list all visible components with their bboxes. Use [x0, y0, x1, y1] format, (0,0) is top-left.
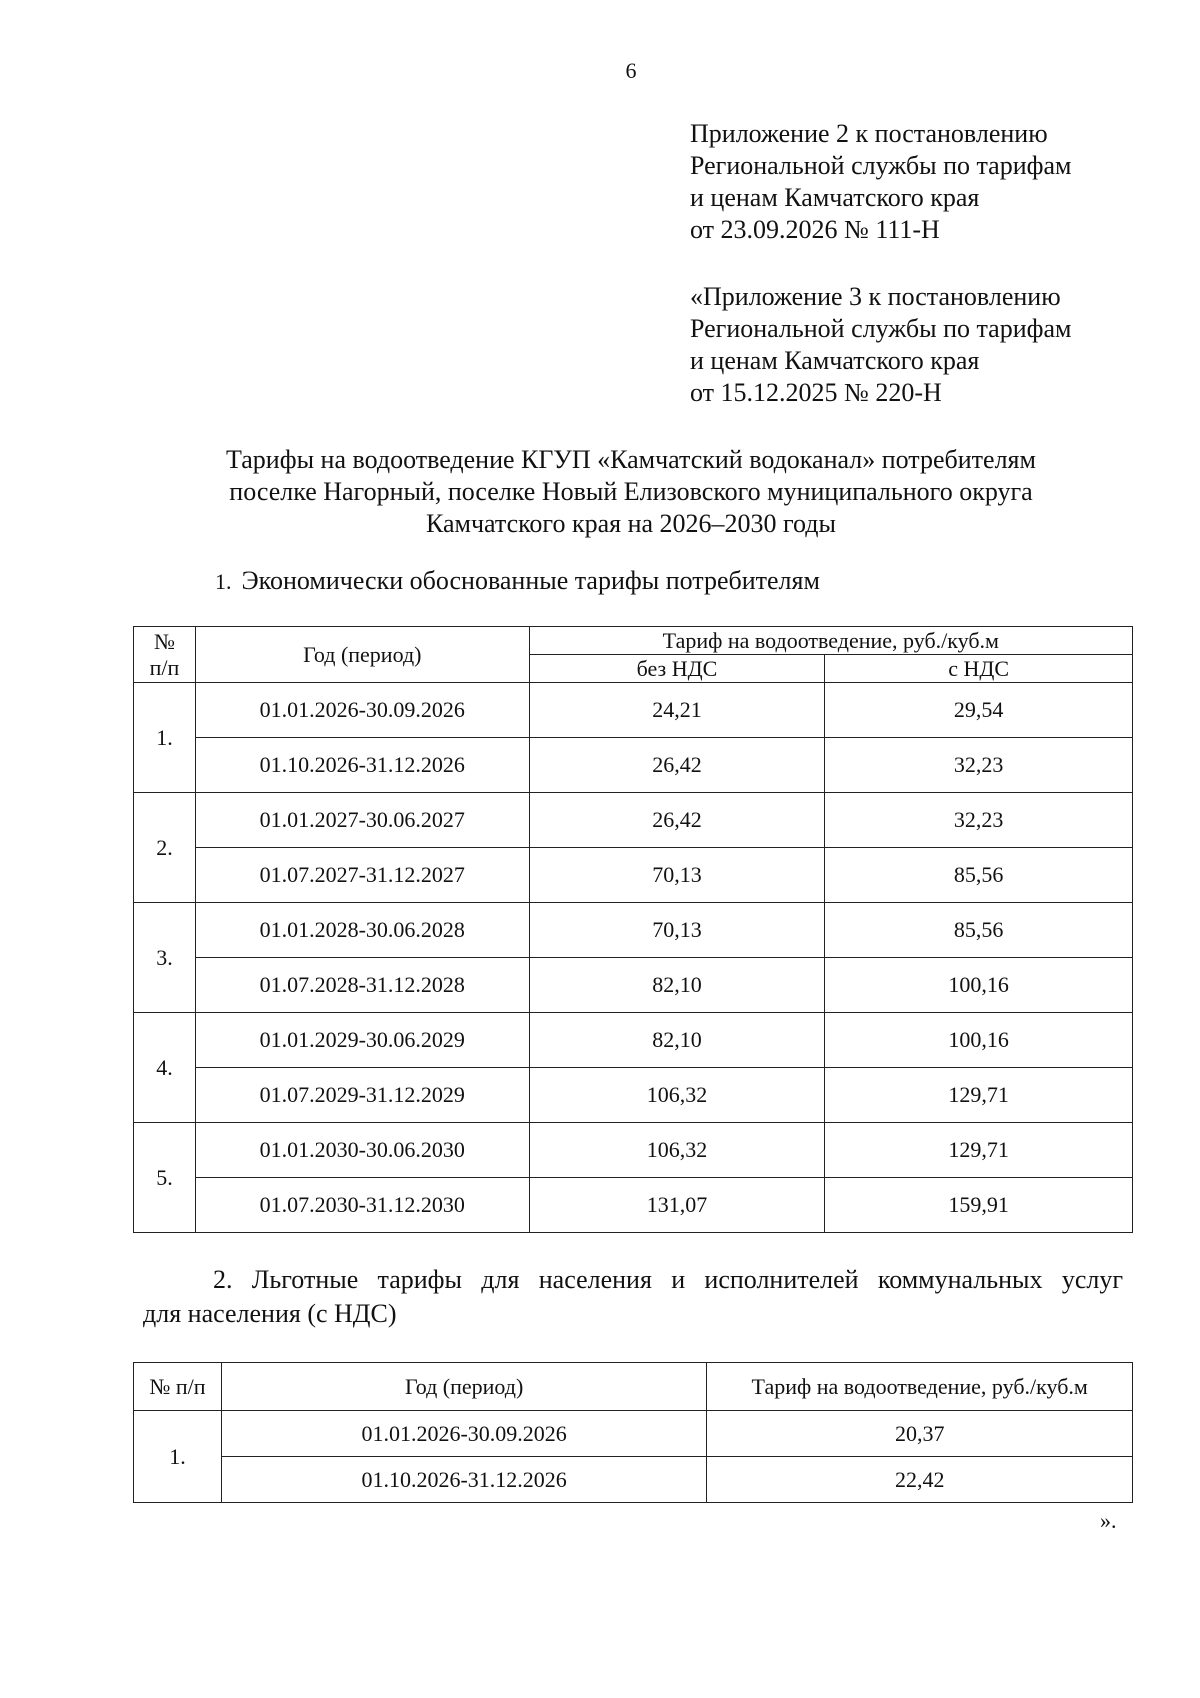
tariff-with-vat-cell: 85,56 — [825, 848, 1133, 903]
period-cell: 01.01.2026-30.09.2026 — [195, 683, 529, 738]
tariff-without-vat-cell: 26,42 — [529, 738, 825, 793]
economic-tariffs-table — [133, 626, 1133, 1233]
preferential-tariffs-table — [133, 1362, 1133, 1503]
header-number-line: № — [153, 628, 175, 654]
tariff-cell: 20,37 — [707, 1411, 1133, 1457]
tariff-without-vat-cell: 70,13 — [529, 903, 825, 958]
header-number-line: п/п — [149, 654, 180, 680]
period-cell: 01.01.2027-30.06.2027 — [195, 793, 529, 848]
header-tariff: Тариф на водоотведение, руб./куб.м — [529, 627, 1132, 655]
period-cell: 01.10.2026-31.12.2026 — [221, 1457, 706, 1503]
row-number: 2. — [134, 793, 196, 903]
table-row — [134, 1068, 1133, 1123]
header-period: Год (период) — [195, 627, 529, 683]
section-1-heading — [215, 566, 820, 596]
tariff-with-vat-cell: 85,56 — [825, 903, 1133, 958]
tariff-without-vat-cell: 82,10 — [529, 1013, 825, 1068]
appendix-reference-previous — [690, 281, 1071, 409]
title-line: Тарифы на водоотведение КГУП «Камчатский водоканал» потребителям — [226, 445, 1036, 474]
table-row — [134, 958, 1133, 1013]
title-line: поселке Нагорный, поселке Новый Елизовского муниципального округа — [229, 477, 1033, 506]
section-number: 1. — [215, 569, 232, 594]
header-number — [134, 627, 196, 683]
tariff-with-vat-cell: 129,71 — [825, 1123, 1133, 1178]
period-cell: 01.01.2028-30.06.2028 — [195, 903, 529, 958]
row-number: 1. — [134, 1411, 222, 1503]
row-number: 4. — [134, 1013, 196, 1123]
page-number: 6 — [625, 58, 637, 83]
period-cell: 01.01.2029-30.06.2029 — [195, 1013, 529, 1068]
appendix-line: и ценам Камчатского края — [690, 183, 980, 212]
tariff-with-vat-cell: 32,23 — [825, 793, 1133, 848]
appendix-line: Региональной службы по тарифам — [690, 151, 1072, 180]
appendix-line: «Приложение 3 к постановлению — [690, 282, 1061, 311]
tariff-without-vat-cell: 82,10 — [529, 958, 825, 1013]
tariff-with-vat-cell: 32,23 — [825, 738, 1133, 793]
tariff-without-vat-cell: 26,42 — [529, 793, 825, 848]
table-row — [134, 738, 1133, 793]
tariff-without-vat-cell: 106,32 — [529, 1123, 825, 1178]
tariff-without-vat-cell: 24,21 — [529, 683, 825, 738]
header-with-vat: с НДС — [825, 655, 1133, 683]
table-row — [134, 848, 1133, 903]
section-title: Экономически обоснованные тарифы потребителям — [241, 566, 820, 595]
tariff-with-vat-cell: 129,71 — [825, 1068, 1133, 1123]
appendix-line: Региональной службы по тарифам — [690, 314, 1072, 343]
tariff-with-vat-cell: 159,91 — [825, 1178, 1133, 1233]
section-2-line: 2. Льготные тарифы для населения и исполнителей коммунальных услуг — [213, 1265, 1123, 1294]
tariff-with-vat-cell: 29,54 — [825, 683, 1133, 738]
title-line: Камчатского края на 2026–2030 годы — [425, 509, 837, 538]
tariff-cell: 22,42 — [707, 1457, 1133, 1503]
period-cell: 01.10.2026-31.12.2026 — [195, 738, 529, 793]
appendix-reference-current — [690, 118, 1071, 246]
document-title — [0, 444, 1200, 540]
tariff-without-vat-cell: 131,07 — [529, 1178, 825, 1233]
table-row — [134, 1013, 1133, 1068]
header-period: Год (период) — [221, 1363, 706, 1411]
row-number: 1. — [134, 683, 196, 793]
header-tariff: Тариф на водоотведение, руб./куб.м — [707, 1363, 1133, 1411]
table-row — [134, 683, 1133, 738]
table-row — [134, 793, 1133, 848]
row-number: 3. — [134, 903, 196, 1013]
period-cell: 01.01.2030-30.06.2030 — [195, 1123, 529, 1178]
table-row — [134, 1178, 1133, 1233]
header-without-vat: без НДС — [529, 655, 825, 683]
period-cell: 01.07.2028-31.12.2028 — [195, 958, 529, 1013]
period-cell: 01.07.2029-31.12.2029 — [195, 1068, 529, 1123]
period-cell: 01.07.2030-31.12.2030 — [195, 1178, 529, 1233]
tariff-without-vat-cell: 70,13 — [529, 848, 825, 903]
section-2-heading — [143, 1263, 1123, 1331]
tariff-with-vat-cell: 100,16 — [825, 958, 1133, 1013]
appendix-line: от 23.09.2026 № 111-Н — [690, 215, 940, 244]
period-cell: 01.01.2026-30.09.2026 — [221, 1411, 706, 1457]
tariff-without-vat-cell: 106,32 — [529, 1068, 825, 1123]
table-row — [134, 903, 1133, 958]
section-2-line: для населения (с НДС) — [143, 1299, 397, 1328]
table-row — [134, 1411, 1133, 1457]
table-row — [134, 1457, 1133, 1503]
header-number: № п/п — [134, 1363, 222, 1411]
closing-quote-mark: ». — [1100, 1508, 1117, 1533]
table-row — [134, 1123, 1133, 1178]
appendix-line: от 15.12.2025 № 220-Н — [690, 378, 942, 407]
appendix-line: Приложение 2 к постановлению — [690, 119, 1048, 148]
tariff-with-vat-cell: 100,16 — [825, 1013, 1133, 1068]
appendix-line: и ценам Камчатского края — [690, 346, 980, 375]
row-number: 5. — [134, 1123, 196, 1233]
period-cell: 01.07.2027-31.12.2027 — [195, 848, 529, 903]
